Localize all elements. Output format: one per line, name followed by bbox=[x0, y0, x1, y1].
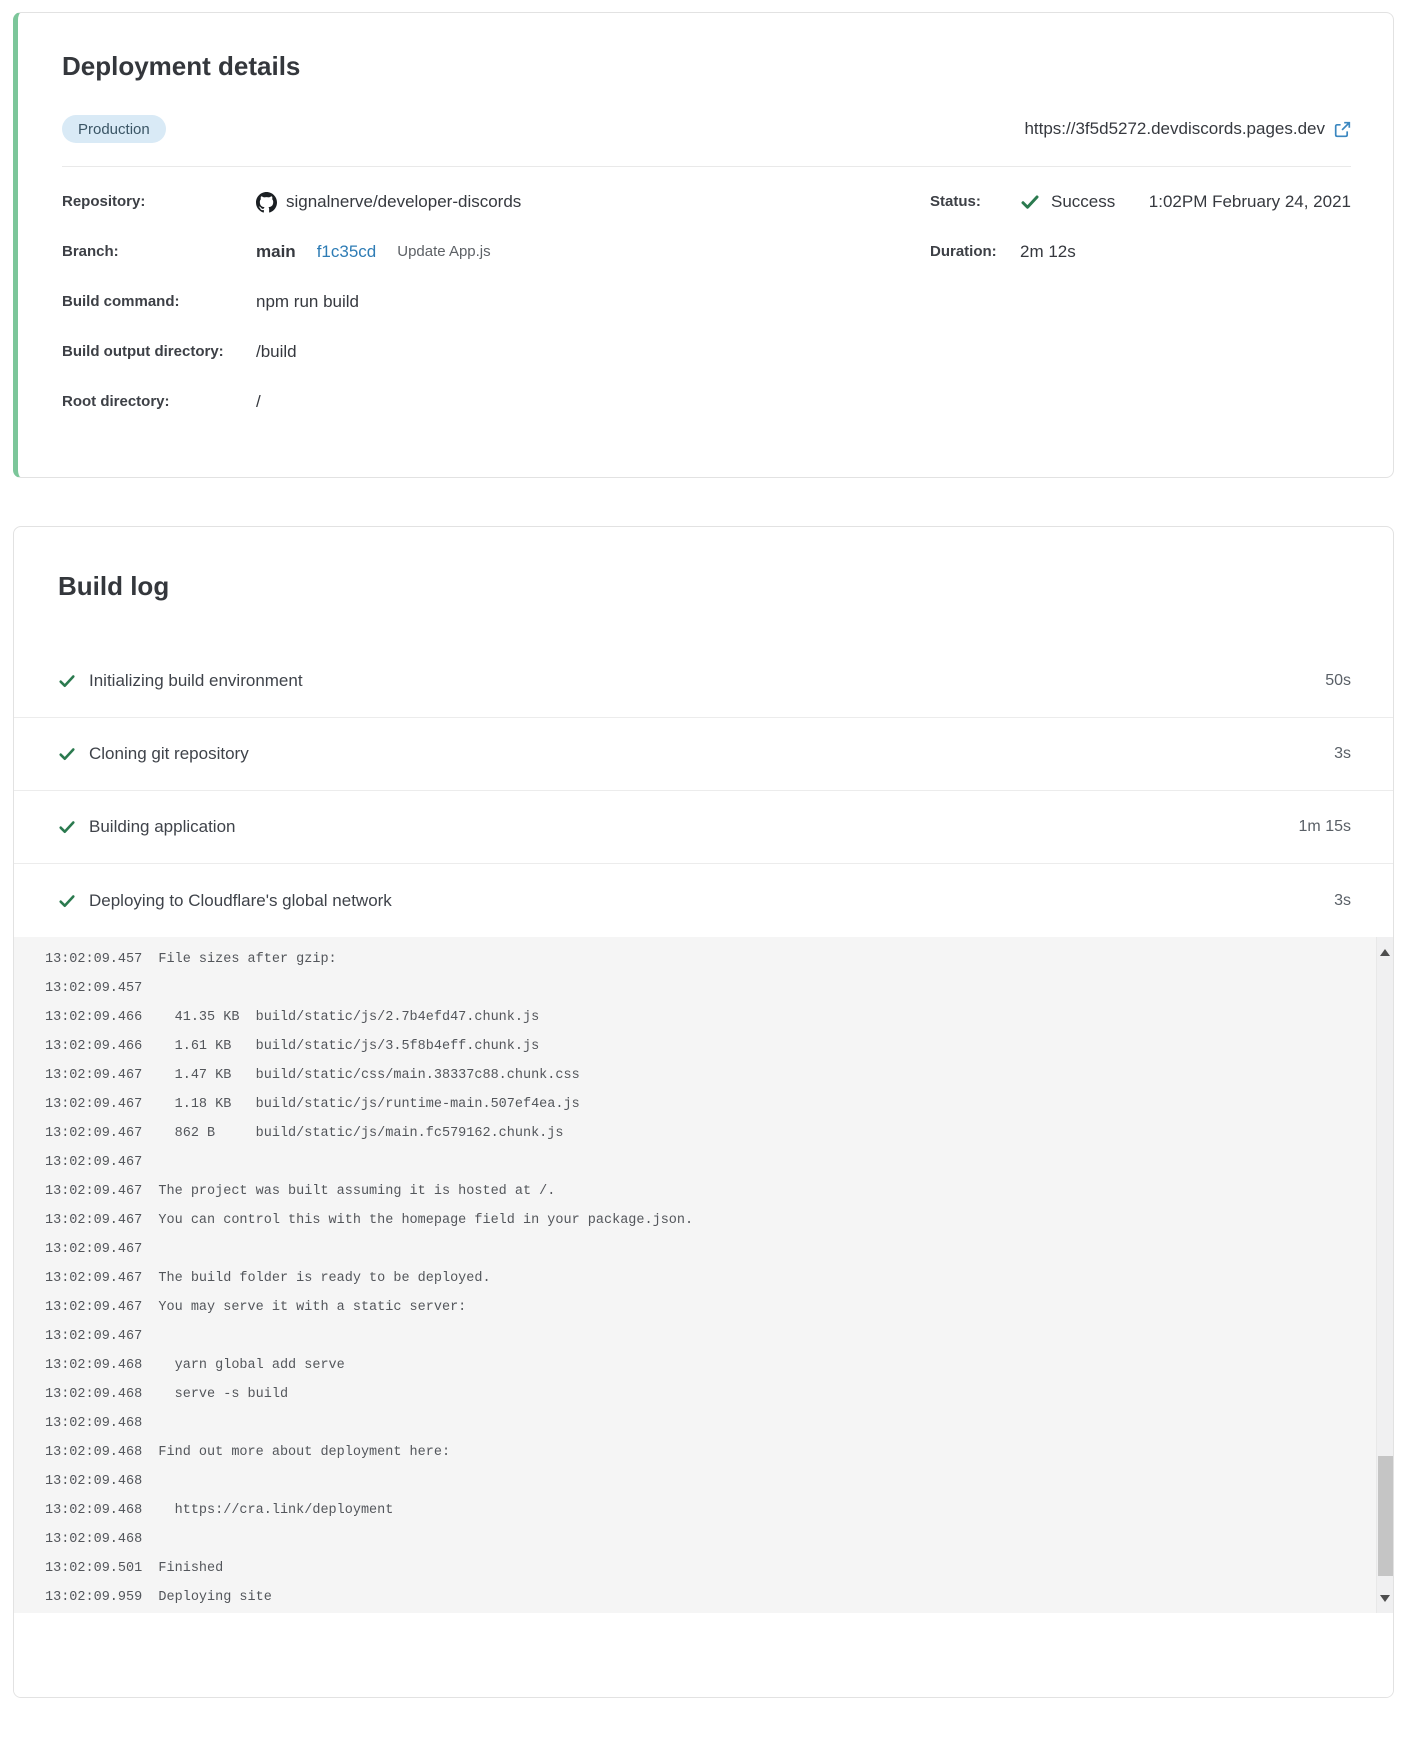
duration-value: 2m 12s bbox=[1020, 242, 1076, 261]
log-line: 13:02:09.467 The build folder is ready to be deployed. bbox=[45, 1271, 491, 1286]
check-icon bbox=[58, 672, 76, 690]
stage-duration: 3s bbox=[1334, 891, 1351, 909]
stage-label: Initializing build environment bbox=[89, 671, 303, 690]
build-log-title: Build log bbox=[58, 571, 170, 601]
status-value: Success bbox=[1051, 192, 1116, 211]
environment-badge: Production bbox=[62, 115, 166, 143]
success-check-icon bbox=[1020, 192, 1040, 212]
deployment-url-link[interactable] bbox=[1024, 119, 1351, 139]
log-line: 13:02:09.466 41.35 KB build/static/js/2.7b4efd47.chunk.js bbox=[45, 1010, 540, 1025]
scroll-down-icon bbox=[1380, 1595, 1390, 1602]
log-line: 13:02:09.467 bbox=[45, 1329, 143, 1344]
commit-message: Update App.js bbox=[397, 243, 491, 260]
log-line: 13:02:09.468 https://cra.link/deployment bbox=[45, 1503, 394, 1518]
deployment-header-row bbox=[62, 115, 1351, 143]
log-line: 13:02:09.468 bbox=[45, 1416, 143, 1431]
check-icon bbox=[58, 892, 76, 910]
log-line: 13:02:09.468 Find out more about deployment here: bbox=[45, 1445, 451, 1460]
root-directory-label: Root directory: bbox=[62, 393, 170, 410]
stage-label: Deploying to Cloudflare's global network bbox=[89, 890, 392, 910]
repository-link[interactable] bbox=[256, 191, 521, 213]
scroll-up-icon bbox=[1380, 949, 1390, 956]
stage-label: Cloning git repository bbox=[89, 744, 249, 763]
card-bottom-spacer bbox=[14, 1613, 1393, 1697]
log-line: 13:02:09.467 You may serve it with a static server: bbox=[45, 1300, 467, 1315]
stage-row-deploying[interactable] bbox=[14, 864, 1393, 937]
build-command-label: Build command: bbox=[62, 293, 180, 310]
log-lines bbox=[45, 945, 1333, 1612]
log-line: 13:02:09.457 bbox=[45, 981, 143, 996]
log-line: 13:02:09.467 1.18 KB build/static/js/runtime-main.507ef4ea.js bbox=[45, 1097, 580, 1112]
root-directory-value: / bbox=[256, 392, 261, 411]
deployment-details-title: Deployment details bbox=[62, 51, 301, 81]
log-line: 13:02:09.466 1.61 KB build/static/js/3.5f8b4eff.chunk.js bbox=[45, 1039, 540, 1054]
log-line: 13:02:09.501 Finished bbox=[45, 1561, 224, 1576]
branch-label: Branch: bbox=[62, 243, 119, 260]
branch-name: main bbox=[256, 242, 296, 261]
duration-row bbox=[930, 241, 1351, 263]
log-line: 13:02:09.457 File sizes after gzip: bbox=[45, 952, 337, 967]
deployment-status-column bbox=[930, 191, 1351, 291]
build-output-directory-label: Build output directory: bbox=[62, 343, 224, 360]
build-log-stages bbox=[14, 645, 1393, 937]
github-icon bbox=[256, 192, 277, 213]
status-label: Status: bbox=[930, 193, 981, 210]
stage-label: Building application bbox=[89, 817, 236, 836]
stage-row-building[interactable] bbox=[14, 791, 1393, 864]
log-line: 13:02:09.467 You can control this with the homepage field in your package.json. bbox=[45, 1213, 694, 1228]
check-icon bbox=[58, 818, 76, 836]
log-line: 13:02:09.467 bbox=[45, 1155, 143, 1170]
log-line: 13:02:09.467 The project was built assuming it is hosted at /. bbox=[45, 1184, 556, 1199]
root-directory-row bbox=[62, 391, 1351, 413]
log-line: 13:02:09.468 yarn global add serve bbox=[45, 1358, 345, 1373]
log-line: 13:02:09.468 bbox=[45, 1474, 143, 1489]
deployment-details-card bbox=[13, 12, 1394, 478]
stage-duration: 3s bbox=[1334, 745, 1351, 762]
deployment-url-text: https://3f5d5272.devdiscords.pages.dev bbox=[1024, 119, 1325, 138]
scrollbar-thumb[interactable] bbox=[1378, 1456, 1393, 1576]
log-scrollbar[interactable] bbox=[1376, 937, 1393, 1613]
deployment-fields bbox=[62, 167, 1351, 413]
commit-hash-link[interactable]: f1c35cd bbox=[316, 242, 377, 261]
log-line: 13:02:09.467 862 B build/static/js/main.fc579162.chunk.js bbox=[45, 1126, 564, 1141]
log-line: 13:02:09.467 1.47 KB build/static/css/main.38337c88.chunk.css bbox=[45, 1068, 580, 1083]
build-command-value: npm run build bbox=[256, 292, 360, 311]
scrollbar-down-button[interactable] bbox=[1377, 1583, 1393, 1613]
build-command-row bbox=[62, 291, 1351, 313]
repository-label: Repository: bbox=[62, 193, 146, 210]
build-output-directory-row bbox=[62, 341, 1351, 363]
external-link-icon bbox=[1334, 121, 1351, 138]
stage-row-initializing[interactable] bbox=[14, 645, 1393, 718]
log-line: 13:02:09.468 serve -s build bbox=[45, 1387, 289, 1402]
status-timestamp: 1:02PM February 24, 2021 bbox=[1148, 192, 1351, 211]
duration-label: Duration: bbox=[930, 243, 997, 260]
stage-duration: 1m 15s bbox=[1298, 818, 1351, 835]
check-icon bbox=[58, 745, 76, 763]
build-log-console[interactable] bbox=[14, 937, 1393, 1613]
log-line: 13:02:09.467 bbox=[45, 1242, 143, 1257]
status-row bbox=[930, 191, 1351, 213]
log-line: 13:02:09.468 bbox=[45, 1532, 143, 1547]
stage-duration: 50s bbox=[1325, 672, 1351, 689]
stage-row-cloning[interactable] bbox=[14, 718, 1393, 791]
scrollbar-up-button[interactable] bbox=[1377, 937, 1393, 967]
log-line: 13:02:09.959 Deploying site bbox=[45, 1590, 272, 1605]
build-output-directory-value: /build bbox=[256, 342, 297, 361]
build-log-card bbox=[13, 526, 1394, 1698]
repository-name: signalnerve/developer-discords bbox=[286, 192, 522, 211]
